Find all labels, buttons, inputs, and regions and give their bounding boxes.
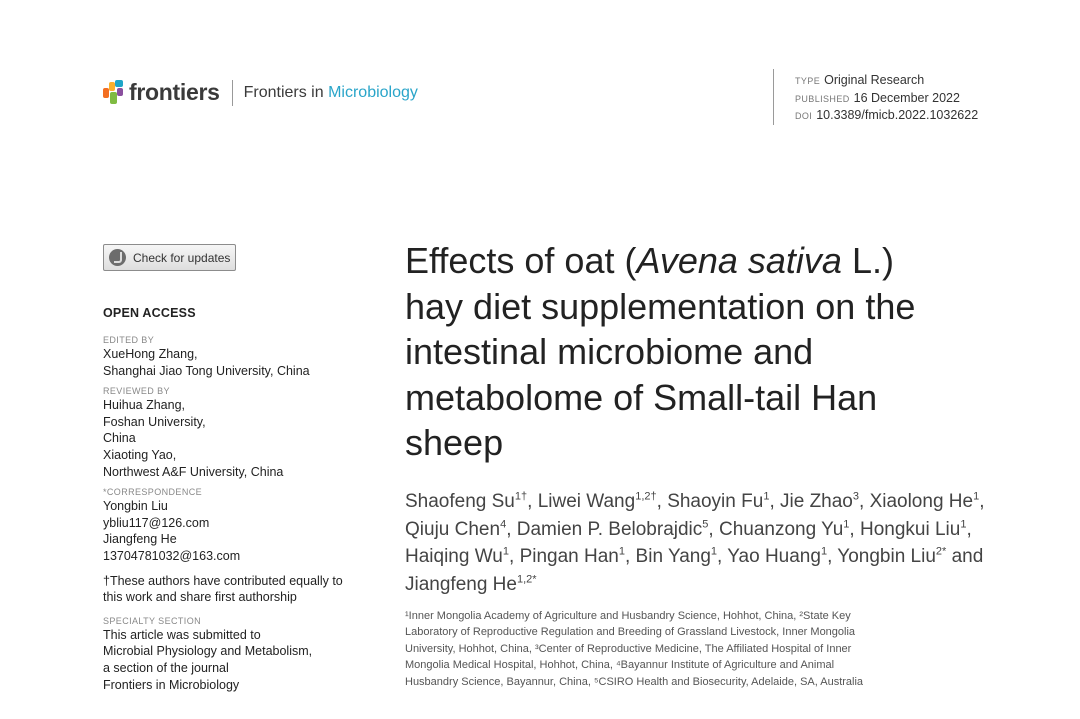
reviewer-line: China bbox=[103, 431, 136, 446]
author-name[interactable]: Yao Huang bbox=[727, 546, 821, 567]
reviewer-line: Northwest A&F University, China bbox=[103, 464, 284, 479]
affiliation-line: Laboratory of Reproductive Regulation and Breeding of Grassland Livestock, Inner Mongolia bbox=[405, 626, 856, 639]
author-name[interactable]: Chuanzong Yu bbox=[718, 518, 844, 540]
author-affiliation-marker: 1,2† bbox=[635, 490, 657, 503]
article-title: Effects of oat (Avena sativa L.) hay diet supplementation on the intestinal microbiome and metabolome of Small-tail Han sheep bbox=[405, 240, 916, 463]
author-name[interactable]: Damien P. Belobrajdic bbox=[516, 518, 703, 540]
editor-name: XueHong Zhang, bbox=[103, 347, 198, 361]
affiliations bbox=[405, 608, 965, 690]
specialty-line: This article was submitted to bbox=[103, 627, 261, 642]
check-for-updates-button[interactable] bbox=[103, 244, 236, 271]
correspondent-email[interactable]: ybliu117@126.com bbox=[103, 515, 210, 530]
sidebar bbox=[103, 306, 368, 693]
open-access-label: OPEN ACCESS bbox=[103, 306, 196, 320]
frontiers-logo-icon bbox=[103, 80, 125, 106]
author-name[interactable]: Pingan Han bbox=[519, 546, 619, 567]
author-affiliation-marker: 1 bbox=[960, 518, 967, 531]
specialty-line: Microbial Physiology and Metabolism, bbox=[103, 644, 313, 659]
article-meta bbox=[773, 69, 978, 125]
author-name[interactable]: Jie Zhao bbox=[780, 491, 853, 512]
correspondent-email[interactable]: 13704781032@163.com bbox=[103, 548, 241, 563]
correspondent-name: Yongbin Liu bbox=[103, 499, 168, 514]
author-affiliation-marker: 3 bbox=[852, 490, 859, 503]
reviewed-by-label: REVIEWED BY bbox=[103, 386, 170, 397]
meta-doi[interactable]: DOI 10.3389/fmicb.2022.1032622 bbox=[795, 108, 979, 122]
author-name[interactable]: Bin Yang bbox=[635, 546, 711, 567]
correspondence-label: *CORRESPONDENCE bbox=[103, 487, 203, 498]
author-name[interactable]: Haiqing Wu bbox=[405, 546, 503, 567]
journal-logo[interactable] bbox=[103, 79, 418, 106]
author-affiliation-marker: 1 bbox=[710, 545, 718, 558]
specialty-line: Frontiers in Microbiology bbox=[103, 677, 240, 692]
author-affiliation-marker: 4 bbox=[500, 518, 507, 531]
reviewer-line: Xiaoting Yao, bbox=[103, 447, 177, 462]
author-affiliation-marker: 1 bbox=[843, 518, 850, 531]
author-affiliation-marker: 1 bbox=[973, 490, 980, 503]
logo-divider bbox=[232, 80, 233, 106]
author-name[interactable]: Liwei Wang bbox=[537, 491, 636, 512]
affiliation-line: Mongolia Medical Hospital, Hohhot, China, ⁴Bayannur Institute of Agriculture and Animal bbox=[405, 659, 835, 672]
author-list: Shaofeng $Su^{1\dagger}$, Liwei Wang$^{1,2\dagger}$, Shaoyin Fu$^1$, Jie Zhao$^3$, Xiaolong He$^1$, Qiuju Chen$^4$, Damien P. Belobrajdic$^5$, Chuanzong Yu$^1$, Hongkui Liu$^1$, Haiqing Wu$^1$, Pingan Han$^1$, Bin Yang$^1$, Yao Huang$^1$, Yongbin Liu$^{2*}$ and Jiangfeng $He^{1,2*}$ bbox=[405, 490, 985, 595]
author-name[interactable]: Qiuju Chen bbox=[405, 518, 501, 540]
author-affiliation-marker: 1 bbox=[618, 545, 625, 558]
meta-type: TYPE Original Research bbox=[795, 73, 925, 87]
reviewer-line: Huihua Zhang, bbox=[103, 398, 186, 413]
check-for-updates-label: Check for updates bbox=[133, 250, 231, 265]
author-affiliation-marker: 1,2* bbox=[516, 573, 537, 586]
affiliation-line: ¹Inner Mongolia Academy of Agriculture and Husbandry Science, Hohhot, China, ²State Key bbox=[405, 610, 851, 622]
author-name[interactable]: Shaoyin Fu bbox=[667, 491, 764, 512]
author-name[interactable]: Shaofeng Su bbox=[405, 491, 515, 512]
specialty-line: a section of the journal bbox=[103, 660, 229, 675]
specialty-section-label: SPECIALTY SECTION bbox=[103, 615, 201, 626]
author-affiliation-marker: 1 bbox=[502, 545, 509, 558]
author-affiliation-marker: 2* bbox=[935, 545, 947, 558]
journal-name: Frontiers in Microbiology bbox=[243, 83, 418, 101]
author-affiliation-marker: 1† bbox=[514, 490, 528, 503]
affiliation-line: Husbandry Science, Bayannur, China, ⁵CSIRO Health and Biosecurity, Adelaide, SA, Australia bbox=[405, 675, 864, 688]
author-name[interactable]: Jiangfeng He bbox=[405, 573, 517, 595]
author-name[interactable]: Xiaolong He bbox=[869, 491, 974, 512]
author-affiliation-marker: 1 bbox=[763, 490, 770, 503]
edited-by-label: EDITED BY bbox=[103, 335, 155, 345]
equal-contribution-note: †These authors have contributed equally to this work and share first authorship bbox=[103, 573, 343, 605]
author-affiliation-marker: 1 bbox=[820, 545, 828, 558]
editor-affiliation: Shanghai Jiao Tong University, China bbox=[103, 363, 310, 378]
affiliation-line: University, Hohhot, China, ³Center of Reproductive Medicine, The Affiliated Hospital of Inner bbox=[405, 642, 852, 655]
check-updates-icon bbox=[109, 249, 126, 266]
author-name[interactable]: Yongbin Liu bbox=[837, 546, 936, 567]
meta-published: PUBLISHED 16 December 2022 bbox=[795, 90, 960, 105]
author-affiliation-marker: 5 bbox=[702, 518, 709, 531]
reviewer-line: Foshan University, bbox=[103, 414, 206, 429]
author-name[interactable]: Hongkui Liu bbox=[859, 518, 961, 540]
brand-name: frontiers bbox=[129, 79, 220, 105]
correspondent-name: Jiangfeng He bbox=[103, 532, 177, 547]
